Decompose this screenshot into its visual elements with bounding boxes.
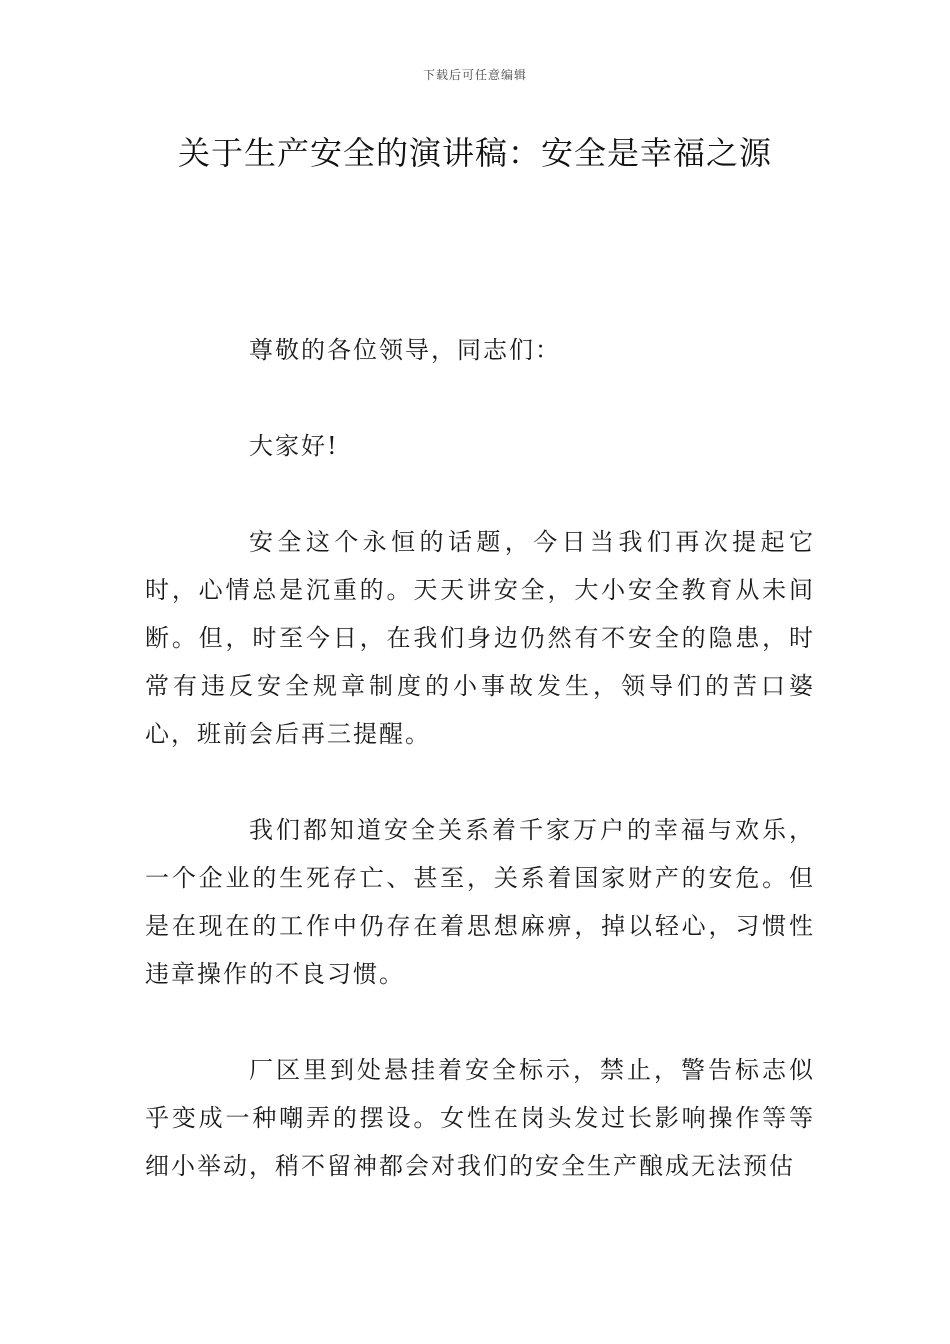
body-paragraph-1: 安全这个永恒的话题，今日当我们再次提起它时，心情总是沉重的。天天讲安全，大小安全教育从未间断。但，时至今日，在我们身边仍然有不安全的隐患，时常有违反安全规章制度的小事故发生，领导们的苦口婆心，班前会后再三提醒。 xyxy=(145,528,815,748)
greeting: 大家好! xyxy=(249,432,339,460)
document-title: 关于生产安全的演讲稿：安全是幸福之源 xyxy=(177,134,772,172)
body-paragraph-3: 厂区里到处悬挂着安全标示，禁止，警告标志似乎变成一种嘲弄的摆设。女性在岗头发过长影响操作等等细小举动，稍不留神都会对我们的安全生产酿成无法预估 xyxy=(145,1056,815,1180)
salutation: 尊敬的各位领导，同志们： xyxy=(249,336,561,364)
header-note: 下载后可任意编辑 xyxy=(422,68,527,82)
document-body xyxy=(145,326,815,1190)
body-paragraph-2: 我们都知道安全关系着千家万户的幸福与欢乐，一个企业的生死存亡、甚至，关系着国家财产的安危。但是在现在的工作中仍存在着思想麻痹，掉以轻心，习惯性违章操作的不良习惯。 xyxy=(145,816,815,988)
